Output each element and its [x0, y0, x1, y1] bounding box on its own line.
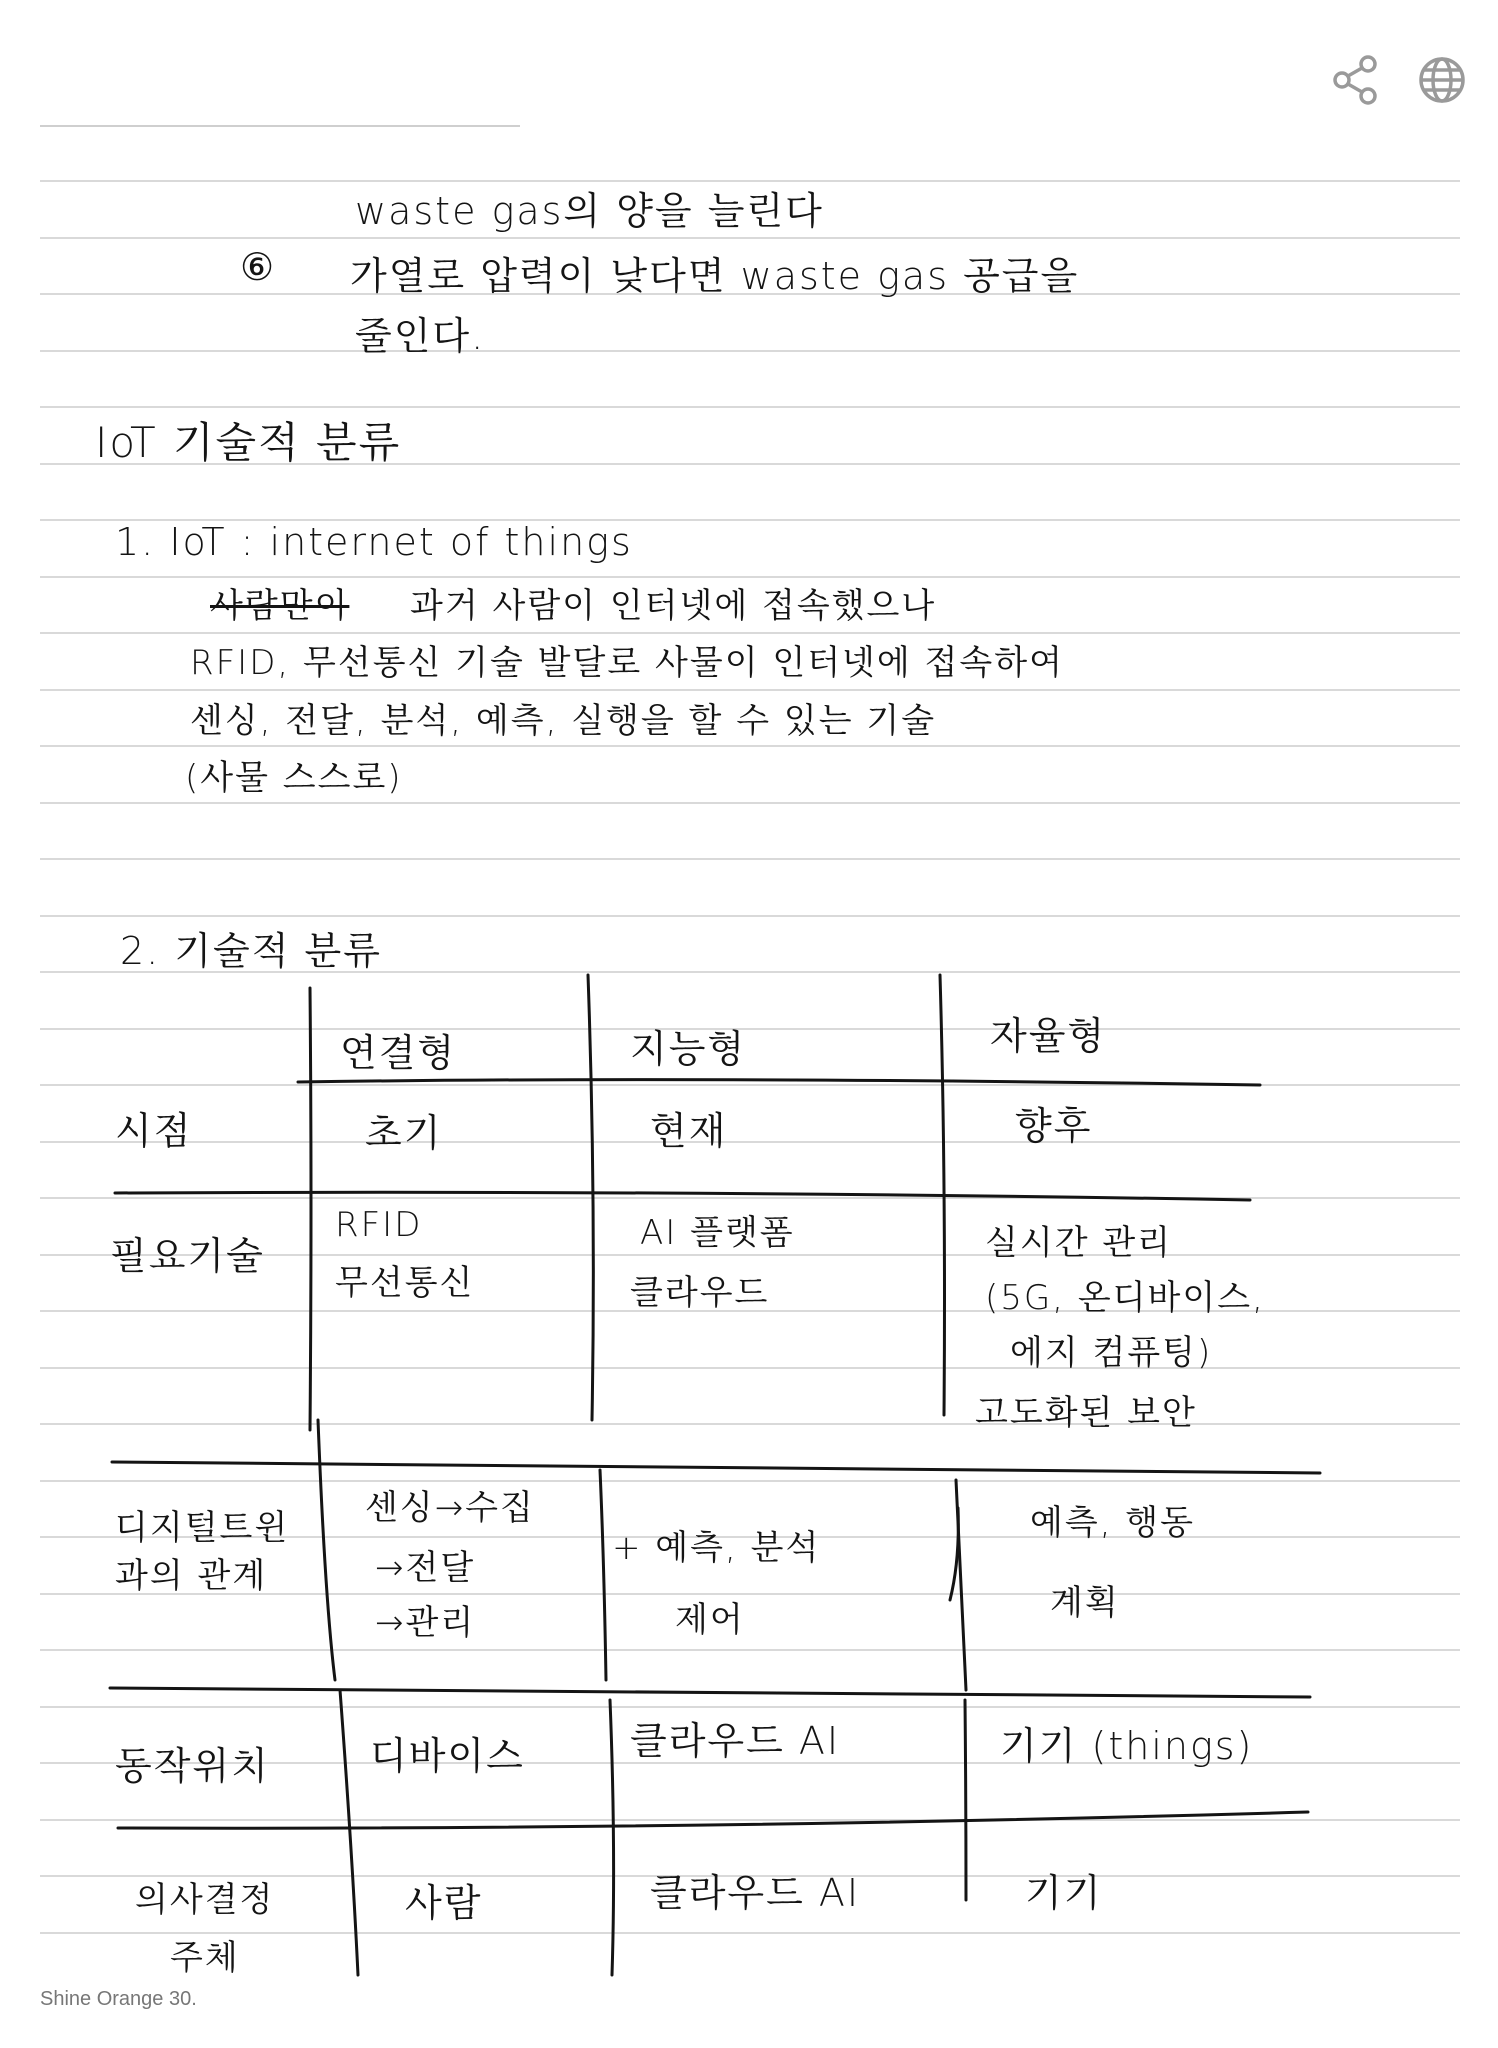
ruled-line	[40, 1084, 1460, 1086]
cell-tech-autonomous-4: 고도화된 보안	[975, 1393, 1197, 1433]
ruled-line	[40, 1932, 1460, 1934]
section-1-line-2: RFID, 무선통신 기술 발달로 사물이 인터넷에 접속하여	[190, 643, 1064, 683]
cell-tech-autonomous-2: (5G, 온디바이스,	[985, 1278, 1265, 1318]
row-label-decision-maker-1: 의사결정	[135, 1880, 275, 1920]
cell-location-connected: 디바이스	[370, 1734, 525, 1778]
ruled-line	[40, 1141, 1460, 1143]
section-2-title: 2. 기술적 분류	[120, 929, 382, 973]
note-line-1: waste gas의 양을 늘린다	[355, 189, 824, 233]
ruled-line	[40, 858, 1460, 860]
row-label-digital-twin-2: 과의 관계	[115, 1556, 268, 1596]
heading: IoT 기술적 분류	[95, 418, 402, 467]
row-label-operation-location: 동작위치	[115, 1744, 270, 1788]
section-1-title: 1. IoT : internet of things	[115, 520, 633, 564]
ruled-line	[40, 745, 1460, 747]
cell-timing-autonomous: 향후	[1015, 1104, 1093, 1148]
cell-decision-autonomous: 기기	[1025, 1871, 1103, 1915]
share-icon[interactable]	[1328, 52, 1384, 108]
ruled-line	[40, 1423, 1460, 1425]
ruled-line	[40, 406, 1460, 408]
ruled-line	[40, 632, 1460, 634]
ruled-line	[40, 915, 1460, 917]
cell-twin-autonomous-1: 예측, 행동	[1030, 1503, 1195, 1543]
section-1-line-1: 과거 사람이 인터넷에 접속했으나	[410, 586, 937, 626]
cell-decision-connected: 사람	[405, 1881, 483, 1925]
title-underline	[40, 125, 520, 127]
row-label-required-tech: 필요기술	[110, 1234, 265, 1278]
ruled-line	[40, 689, 1460, 691]
ruled-line	[40, 802, 1460, 804]
cell-twin-connected-3: →관리	[375, 1603, 476, 1643]
cell-twin-connected-1: 센싱→수집	[365, 1488, 535, 1528]
note-item-number: ⑥	[240, 245, 277, 289]
footer-label: Shine Orange 30.	[40, 1988, 197, 2010]
ruled-line	[40, 1706, 1460, 1708]
toolbar	[1318, 52, 1498, 122]
cell-twin-intelligent-2: 제어	[675, 1600, 745, 1640]
note-line-2: 가열로 압력이 낮다면 waste gas 공급을	[350, 254, 1080, 298]
cell-timing-connected: 초기	[365, 1111, 443, 1155]
row-label-timing: 시점	[115, 1109, 193, 1153]
section-1-line-4: (사물 스스로)	[185, 758, 403, 798]
cell-tech-intelligent-1: AI 플랫폼	[640, 1213, 795, 1253]
ruled-line	[40, 1028, 1460, 1030]
cell-timing-intelligent: 현재	[650, 1109, 728, 1153]
cell-location-intelligent: 클라우드 AI	[630, 1719, 841, 1763]
col-header-intelligent: 지능형	[630, 1027, 747, 1071]
cell-decision-intelligent: 클라우드 AI	[650, 1871, 861, 1915]
cell-tech-autonomous-3: 에지 컴퓨팅)	[1010, 1333, 1213, 1373]
ruled-line	[40, 1819, 1460, 1821]
struck-text: 사람만이	[210, 586, 350, 626]
cell-twin-intelligent-1: + 예측, 분석	[612, 1528, 821, 1568]
col-header-autonomous: 자율형	[990, 1014, 1107, 1058]
cell-tech-connected-2: 무선통신	[335, 1263, 475, 1303]
ruled-line	[40, 1480, 1460, 1482]
cell-tech-autonomous-1: 실시간 관리	[985, 1223, 1173, 1263]
section-1-line-3: 센싱, 전달, 분석, 예측, 실행을 할 수 있는 기술	[190, 701, 937, 741]
cell-tech-connected-1: RFID	[335, 1205, 423, 1245]
cell-location-autonomous: 기기 (things)	[1000, 1724, 1254, 1768]
row-label-digital-twin-1: 디지털트윈	[115, 1508, 290, 1548]
note-line-3: 줄인다.	[355, 314, 486, 358]
globe-icon[interactable]	[1414, 52, 1470, 108]
cell-twin-autonomous-2: 계획	[1050, 1583, 1120, 1623]
ruled-line	[40, 350, 1460, 352]
row-label-decision-maker-2: 주체	[170, 1938, 240, 1978]
ruled-line	[40, 1649, 1460, 1651]
col-header-connected: 연결형	[340, 1031, 457, 1075]
ruled-line	[40, 237, 1460, 239]
cell-twin-connected-2: →전달	[375, 1548, 476, 1588]
ruled-line	[40, 1367, 1460, 1369]
ruled-line	[40, 1197, 1460, 1199]
cell-tech-intelligent-2: 클라우드	[630, 1273, 770, 1313]
